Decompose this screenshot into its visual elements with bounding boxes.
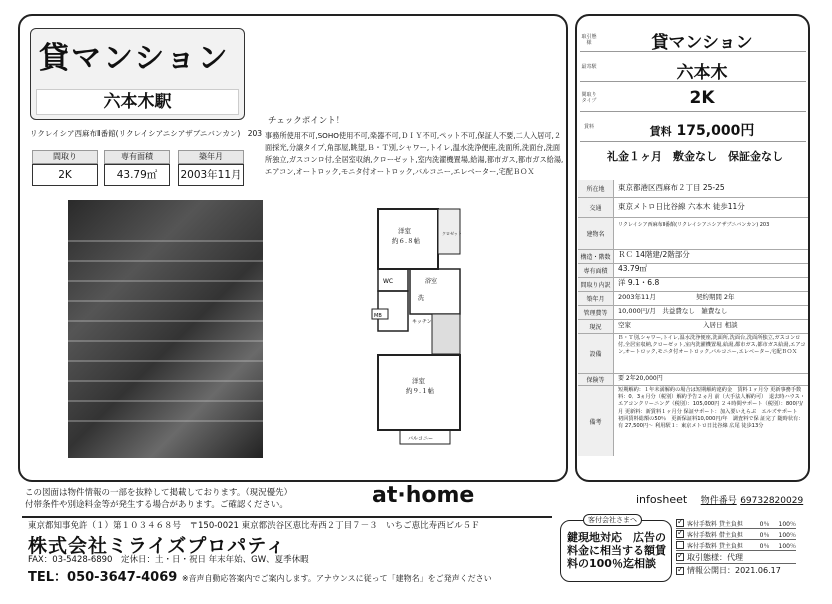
guest-text: 鍵現地対応 広告の料金に相当する額賃料の100％迄相談 xyxy=(567,531,666,570)
deposit-line: 礼金１ヶ月 敷金なし 保証金なし xyxy=(607,150,783,163)
fee-row: ✓ 取引態様：代理 xyxy=(676,551,796,564)
fee-grid xyxy=(676,518,796,577)
check-icon xyxy=(676,567,684,575)
tel-number[interactable]: TEL：050-3647-4069 xyxy=(28,570,178,585)
summary-label-rent: 賃料 xyxy=(583,124,594,130)
checkbox-icon xyxy=(676,541,684,549)
room2-label: 洋室 xyxy=(412,377,425,385)
rent-value: 175,000円 xyxy=(676,123,755,139)
spec-area-value: 43.79㎡ xyxy=(104,164,170,186)
check-icon xyxy=(676,519,684,527)
disclaimer-line2: 付帯条件や別途料金等が発生する場合があります。ご確認ください。 xyxy=(25,500,288,510)
station-label: 六本木駅 xyxy=(36,89,239,115)
rent-label: 賃料 xyxy=(649,125,672,138)
balcony-label: バルコニー xyxy=(408,436,434,442)
row-access: 交通 東京メトロ日比谷線 六本木 徒歩11分 xyxy=(578,198,808,218)
guest-head: 客付会社さまへ xyxy=(583,514,642,526)
athome-logo: at·home xyxy=(372,483,475,508)
checkpoint-body: 事務所使用不可,SOHO使用不可,楽器不可,ＤＩＹ不可,ペット不可,保証人不要,二人入居可,２面採光,分譲タイプ,角部屋,眺望,Ｂ・Ｔ別,シャワー,トイレ,温水洗浄便座,洗面所,洗面台,洗面所独立,ガスコンロ付,全居室収納,クローゼット,室内洗濯機置場,給湯,都市ガス,都市ガス給湯,エアコン,オートロック,モニタ付オートロック,バルコニー,エレベーター,宅配ＢＯＸ xyxy=(265,131,564,176)
fee-row: ✓ 客付手数料 借主負担 0％ 100％ xyxy=(676,529,796,540)
row-area: 専有面積 43.79㎡ xyxy=(578,264,808,278)
summary-station-row xyxy=(580,56,806,82)
kitchen-label: キッチン xyxy=(412,319,432,325)
infosheet-info xyxy=(636,493,803,506)
property-no-label: 物件番号 xyxy=(700,496,737,506)
infosheet-label: infosheet xyxy=(636,493,688,506)
row-status: 現況 空家 入居日 相談 xyxy=(578,320,808,334)
property-name: リクレイシア西麻布Ⅱ番館(リクレイシアニシアザブニバンカン) 203 xyxy=(30,129,263,138)
category-title: 貸マンション xyxy=(39,41,230,76)
tel-note: ※音声自動応答案内でご案内します。アナウンスに従って「建物名」をご発声ください xyxy=(181,574,492,583)
mb-label: MB xyxy=(374,313,382,319)
check-icon xyxy=(676,553,684,561)
summary-rent-row xyxy=(580,116,806,142)
room1-label: 洋室 xyxy=(398,227,411,235)
summary-label-trade: 取引態様 xyxy=(581,34,597,46)
fee-row: 客付手数料 貸主負担 0％ 100％ xyxy=(676,540,796,551)
spec-built-value: 2003年11月 xyxy=(178,164,244,186)
fax-line: FAX：03-5428-6890 定休日：土・日・祝日 年末年始、GW、夏季休暇 xyxy=(28,555,309,565)
row-facilities: 設備 Ｂ・Ｔ別,シャワー,トイレ,温水洗浄便座,洗面所,洗面台,洗面所独立,ガスコンロ付,全居室収納,クローゼット,室内洗濯機置場,給湯,都市ガス,都市ガス給湯,エアコン,オートロック,モニタ付オートロック,バルコニー,エレベーター,宅配ＢＯＸ xyxy=(578,334,808,374)
summary-layout: 2K xyxy=(689,88,715,108)
spec-built-label: 築年月 xyxy=(178,150,244,164)
row-structure: 構造・階数 ＲＣ 14階建/2階部分 xyxy=(578,250,808,264)
property-no: 69732820029 xyxy=(740,496,804,506)
summary-station: 六本木 xyxy=(676,63,728,83)
summary-rent xyxy=(602,120,802,140)
tel-line[interactable] xyxy=(28,566,492,585)
disclaimer xyxy=(25,487,292,511)
room2-size: 約９.１帖 xyxy=(406,387,435,395)
disclaimer-line1: この図面は物件情報の一部を抜粋して掲載しております。（現況優先） xyxy=(25,488,293,498)
fee-row: ✓ 客付手数料 貸主負担 0％ 100％ xyxy=(676,518,796,529)
fee-row: ✓ 情報公開日：2021.06.17 xyxy=(676,564,796,577)
spec-area-label: 専有面積 xyxy=(104,150,170,164)
row-management: 管理費等 10,000円/月 共益費なし 雑費なし xyxy=(578,306,808,320)
row-remarks: 備考 短期解約：１年未満解約の場合は短期解約違約金 賃料１ヶ月分 更新事務手数料：0．3ヵ月分（税別）解約予告２ヵ月 前（大手法人解約可） 退去時ハウス・エアコンクリーニング（税別）：105,000円 ２４時間サポート（税別）：800円/月 更新料：新賃料１ヶ月分 保証サポート：加入要いえらぶ エルズサポート 初回賃料総額の50％ 更新保証料10,000円/年 調査料で保 証完了 随時状有：有 27,500円～ 利用駅１：東京メトロ日比谷線 広尾 徒歩13分 xyxy=(578,386,808,456)
wc-label: WC xyxy=(383,278,394,285)
summary-layout-row xyxy=(580,86,806,112)
spec-layout-value: 2K xyxy=(32,164,98,186)
wash-label: 洗 xyxy=(418,295,425,302)
title-box xyxy=(30,28,245,120)
row-building: 建物名 リクレイシア西麻布Ⅱ番館(リクレイシアニシアザブニバンカン) 203 xyxy=(578,218,808,250)
license-line: 東京都知事免許（１）第１０３４６８号 〒150-0021 東京都渋谷区恵比寿西２丁目７－３ いちご恵比寿西ビル５Ｆ xyxy=(28,521,480,531)
building-photo xyxy=(68,200,263,458)
summary-label-station: 最寄駅 xyxy=(581,64,597,70)
summary-category-row xyxy=(580,28,806,52)
row-insurance: 保険等 要 2年20,000円 xyxy=(578,374,808,386)
company-name: 株式会社ミライズプロパティ xyxy=(28,535,286,557)
floor-plan xyxy=(370,205,470,453)
spec-layout-label: 間取り xyxy=(32,150,98,164)
row-built: 築年月 2003年11月 契約期間 2年 xyxy=(578,292,808,306)
bath-label: 浴室 xyxy=(425,278,438,285)
guest-box xyxy=(560,516,672,582)
checkpoint-title: チェックポイント！ xyxy=(268,116,345,126)
check-icon xyxy=(676,530,684,538)
summary-category: 貸マンション xyxy=(651,33,753,53)
closet-label: クロゼット xyxy=(442,231,462,236)
room1-size: 約６.８帖 xyxy=(392,237,421,245)
row-layout-detail: 間取り内訳 洋 9.1・6.8 xyxy=(578,278,808,292)
row-address: 所在地 東京都港区西麻布２丁目 25-25 xyxy=(578,180,808,198)
summary-label-layout: 間取りタイプ xyxy=(581,92,597,104)
